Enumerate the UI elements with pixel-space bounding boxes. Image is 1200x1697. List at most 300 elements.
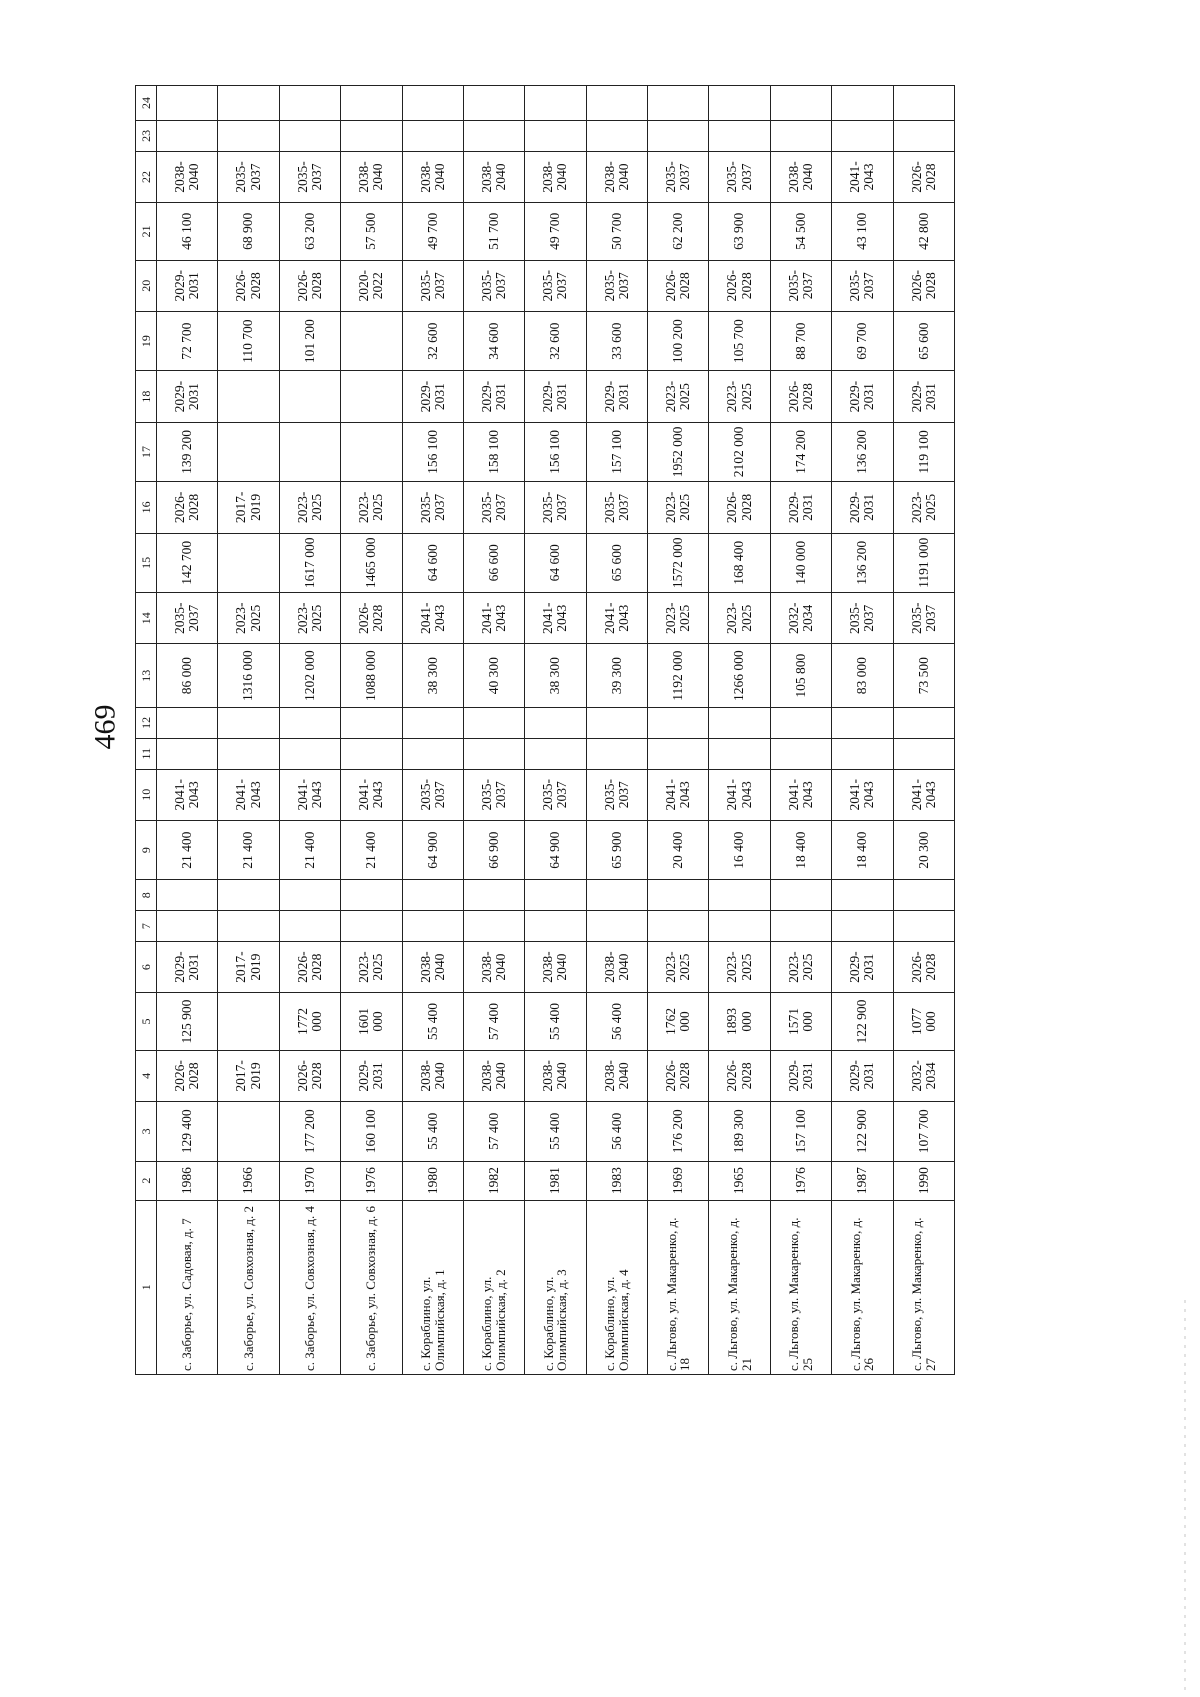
- table-cell: 2035-2037: [402, 482, 463, 533]
- table-cell: 56 400: [586, 993, 647, 1050]
- table-cell: [463, 911, 524, 942]
- table-cell: 2041-2043: [832, 769, 893, 820]
- table-cell: 1983: [586, 1161, 647, 1200]
- table-cell: 122 900: [832, 1102, 893, 1162]
- table-cell: 2017-2019: [218, 941, 279, 992]
- table-cell: 2038-2040: [770, 151, 831, 202]
- table-cell: 39 300: [586, 644, 647, 708]
- table-cell: 1601 000: [341, 993, 402, 1050]
- table-cell: 2038-2040: [586, 941, 647, 992]
- table-row: [463, 86, 524, 1375]
- table-cell: [893, 911, 955, 942]
- table-cell: 125 900: [157, 993, 218, 1050]
- table-row: [648, 86, 709, 1375]
- table-cell: 1202 000: [279, 644, 340, 708]
- table-cell: 68 900: [218, 203, 279, 260]
- table-cell: [279, 738, 340, 769]
- table-cell: 2023-2025: [279, 482, 340, 533]
- table-cell: 62 200: [648, 203, 709, 260]
- table-cell: 2035-2037: [586, 260, 647, 311]
- table-cell: [157, 708, 218, 739]
- table-cell: 2023-2025: [218, 593, 279, 644]
- table-cell: [770, 911, 831, 942]
- table-cell: 2029-2031: [832, 941, 893, 992]
- table-cell: 57 400: [463, 993, 524, 1050]
- table-cell: 2026-2028: [770, 371, 831, 422]
- table-cell: 2041-2043: [648, 769, 709, 820]
- table-cell: 2041-2043: [463, 593, 524, 644]
- table-cell: 2023-2025: [709, 371, 770, 422]
- table-cell: [279, 880, 340, 911]
- table-cell: [586, 738, 647, 769]
- table-cell: 2026-2028: [648, 1050, 709, 1101]
- table-cell: 2026-2028: [893, 151, 955, 202]
- table-cell: 177 200: [279, 1102, 340, 1162]
- table-cell: 2038-2040: [157, 151, 218, 202]
- table-cell: 136 200: [832, 422, 893, 482]
- table-cell: 38 300: [525, 644, 586, 708]
- table-cell: 2035-2037: [832, 260, 893, 311]
- table-row: [709, 86, 770, 1375]
- table-cell: 2026-2028: [709, 260, 770, 311]
- table-cell: 55 400: [402, 993, 463, 1050]
- column-number-cell: 19: [136, 311, 157, 371]
- table-cell: 2041-2043: [341, 769, 402, 820]
- table-cell: 119 100: [893, 422, 955, 482]
- table-cell: 42 800: [893, 203, 955, 260]
- table-cell: 32 600: [402, 311, 463, 371]
- table-cell: [893, 880, 955, 911]
- table-cell: [648, 708, 709, 739]
- address-cell: с. Заборье, ул. Совхозная, д. 6: [341, 1200, 402, 1374]
- table-cell: 2035-2037: [279, 151, 340, 202]
- table-row: [218, 86, 279, 1375]
- page-number: [70, 0, 140, 1697]
- table-cell: 2038-2040: [463, 1050, 524, 1101]
- table-cell: 156 100: [402, 422, 463, 482]
- table-cell: 43 100: [832, 203, 893, 260]
- table-cell: 139 200: [157, 422, 218, 482]
- table-cell: 2041-2043: [832, 151, 893, 202]
- table-cell: [832, 880, 893, 911]
- table-cell: 105 800: [770, 644, 831, 708]
- table-cell: 1088 000: [341, 644, 402, 708]
- table-cell: [832, 911, 893, 942]
- table-cell: [709, 708, 770, 739]
- table-cell: 2038-2040: [402, 151, 463, 202]
- table-cell: [157, 738, 218, 769]
- table-cell: 2029-2031: [586, 371, 647, 422]
- table-cell: [832, 708, 893, 739]
- table-cell: 1976: [341, 1161, 402, 1200]
- table-cell: 2038-2040: [402, 1050, 463, 1101]
- table-cell: 2041-2043: [402, 593, 463, 644]
- table-cell: [218, 993, 279, 1050]
- column-number-cell: 21: [136, 203, 157, 260]
- table-cell: 2038-2040: [402, 941, 463, 992]
- column-number-cell: 1: [136, 1200, 157, 1374]
- table-cell: 2017-2019: [218, 482, 279, 533]
- column-number-cell: 22: [136, 151, 157, 202]
- table-cell: 1465 000: [341, 533, 402, 593]
- table-cell: 176 200: [648, 1102, 709, 1162]
- table-cell: 63 900: [709, 203, 770, 260]
- column-number-cell: 23: [136, 121, 157, 152]
- table-row: [770, 86, 831, 1375]
- table-cell: 2041-2043: [586, 593, 647, 644]
- table-cell: 2029-2031: [832, 482, 893, 533]
- column-number-cell: 10: [136, 769, 157, 820]
- table-cell: 2026-2028: [893, 941, 955, 992]
- table-cell: [218, 422, 279, 482]
- table-cell: 56 400: [586, 1102, 647, 1162]
- table-cell: 105 700: [709, 311, 770, 371]
- table-row: [279, 86, 340, 1375]
- table-cell: 140 000: [770, 533, 831, 593]
- column-number-cell: 9: [136, 820, 157, 880]
- column-number-cell: 20: [136, 260, 157, 311]
- table-cell: 2023-2025: [279, 593, 340, 644]
- table-cell: 2035-2037: [648, 151, 709, 202]
- table-cell: 1969: [648, 1161, 709, 1200]
- column-number-cell: 15: [136, 533, 157, 593]
- table-cell: [157, 121, 218, 152]
- table-cell: 168 400: [709, 533, 770, 593]
- table-cell: [463, 880, 524, 911]
- table-cell: 2038-2040: [525, 941, 586, 992]
- table-cell: [586, 911, 647, 942]
- table-cell: [218, 911, 279, 942]
- table-cell: 2029-2031: [157, 260, 218, 311]
- table-cell: [770, 86, 831, 121]
- table-cell: [586, 708, 647, 739]
- table-cell: [218, 86, 279, 121]
- table-cell: 2035-2037: [157, 593, 218, 644]
- table-cell: [893, 121, 955, 152]
- table-cell: [463, 708, 524, 739]
- table-cell: 2023-2025: [893, 482, 955, 533]
- table-cell: [463, 738, 524, 769]
- table-cell: [586, 86, 647, 121]
- table-cell: 2017-2019: [218, 1050, 279, 1101]
- table-cell: 64 900: [402, 820, 463, 880]
- table-cell: 2038-2040: [586, 1050, 647, 1101]
- table-cell: [525, 880, 586, 911]
- table-cell: 2035-2037: [402, 260, 463, 311]
- table-cell: 2041-2043: [157, 769, 218, 820]
- address-cell: с. Кораблино, ул. Олимпийская, д. 3: [525, 1200, 586, 1374]
- table-cell: 20 400: [648, 820, 709, 880]
- table-cell: 2020-2022: [341, 260, 402, 311]
- table-cell: [341, 86, 402, 121]
- table-cell: 2026-2028: [709, 1050, 770, 1101]
- scan-edge-mark: [1184, 1300, 1186, 1690]
- table-cell: 2035-2037: [525, 260, 586, 311]
- table-cell: [893, 708, 955, 739]
- table-cell: 64 900: [525, 820, 586, 880]
- table-cell: 2038-2040: [525, 1050, 586, 1101]
- table-cell: 55 400: [525, 993, 586, 1050]
- table-cell: 2035-2037: [893, 593, 955, 644]
- column-number-cell: 6: [136, 941, 157, 992]
- address-cell: с. Заборье, ул. Садовая, д. 7: [157, 1200, 218, 1374]
- table-cell: 1893 000: [709, 993, 770, 1050]
- table-cell: 20 300: [893, 820, 955, 880]
- table-cell: 1986: [157, 1161, 218, 1200]
- table-cell: 63 200: [279, 203, 340, 260]
- column-number-cell: 17: [136, 422, 157, 482]
- column-number-cell: 4: [136, 1050, 157, 1101]
- table-cell: 2026-2028: [279, 260, 340, 311]
- table-cell: [832, 86, 893, 121]
- table-cell: [648, 121, 709, 152]
- rotated-table: [135, 85, 955, 1375]
- table-cell: 1970: [279, 1161, 340, 1200]
- table-cell: 2029-2031: [525, 371, 586, 422]
- table-cell: 2026-2028: [279, 941, 340, 992]
- table-cell: 66 600: [463, 533, 524, 593]
- table-cell: [341, 311, 402, 371]
- column-number-cell: 11: [136, 738, 157, 769]
- table-cell: 2029-2031: [770, 1050, 831, 1101]
- table-cell: 73 500: [893, 644, 955, 708]
- table-cell: [402, 121, 463, 152]
- table-cell: 2035-2037: [463, 482, 524, 533]
- column-number-cell: 14: [136, 593, 157, 644]
- table-cell: 189 300: [709, 1102, 770, 1162]
- table-cell: [525, 738, 586, 769]
- table-cell: [218, 121, 279, 152]
- column-number-cell: 18: [136, 371, 157, 422]
- table-cell: 2026-2028: [341, 593, 402, 644]
- table-cell: [648, 738, 709, 769]
- table-cell: [157, 880, 218, 911]
- table-row: [402, 86, 463, 1375]
- table-cell: 174 200: [770, 422, 831, 482]
- table-cell: 34 600: [463, 311, 524, 371]
- table-cell: 2102 000: [709, 422, 770, 482]
- table-cell: 83 000: [832, 644, 893, 708]
- table-cell: 57 500: [341, 203, 402, 260]
- table-cell: 21 400: [341, 820, 402, 880]
- table-cell: 38 300: [402, 644, 463, 708]
- table-cell: 50 700: [586, 203, 647, 260]
- table-cell: 49 700: [402, 203, 463, 260]
- table-cell: 2029-2031: [463, 371, 524, 422]
- table-cell: [586, 880, 647, 911]
- table-cell: 2023-2025: [341, 482, 402, 533]
- table-cell: [832, 121, 893, 152]
- table-cell: 2035-2037: [709, 151, 770, 202]
- address-cell: с. Кораблино, ул. Олимпийская, д. 4: [586, 1200, 647, 1374]
- table-cell: 2041-2043: [218, 769, 279, 820]
- table-cell: 2029-2031: [832, 1050, 893, 1101]
- table-cell: [709, 121, 770, 152]
- table-cell: [279, 121, 340, 152]
- column-number-cell: 13: [136, 644, 157, 708]
- table-cell: 2035-2037: [832, 593, 893, 644]
- table-cell: 2026-2028: [709, 482, 770, 533]
- table-cell: [279, 422, 340, 482]
- table-cell: 2029-2031: [832, 371, 893, 422]
- table-cell: 1987: [832, 1161, 893, 1200]
- table-cell: [648, 911, 709, 942]
- table-cell: 18 400: [770, 820, 831, 880]
- table-cell: 64 600: [402, 533, 463, 593]
- table-cell: [709, 880, 770, 911]
- table-cell: [341, 911, 402, 942]
- table-cell: 136 200: [832, 533, 893, 593]
- table-cell: 2032-2034: [770, 593, 831, 644]
- table-cell: [341, 708, 402, 739]
- table-cell: 51 700: [463, 203, 524, 260]
- table-cell: [709, 738, 770, 769]
- table-cell: 100 200: [648, 311, 709, 371]
- table-row: [157, 86, 218, 1375]
- table-cell: 2026-2028: [218, 260, 279, 311]
- table-cell: [648, 880, 709, 911]
- table-row: [832, 86, 893, 1375]
- table-cell: [709, 86, 770, 121]
- table-cell: [341, 880, 402, 911]
- column-number-cell: 12: [136, 708, 157, 739]
- table-cell: [648, 86, 709, 121]
- table-cell: 1952 000: [648, 422, 709, 482]
- column-number-row: [136, 86, 157, 1375]
- table-cell: 157 100: [770, 1102, 831, 1162]
- table-cell: 2023-2025: [648, 593, 709, 644]
- table-cell: [525, 708, 586, 739]
- table-cell: 2023-2025: [648, 941, 709, 992]
- table-cell: [341, 738, 402, 769]
- table-cell: [157, 911, 218, 942]
- table-cell: 1617 000: [279, 533, 340, 593]
- table-cell: [463, 86, 524, 121]
- column-number-cell: 2: [136, 1161, 157, 1200]
- table-cell: 2023-2025: [648, 482, 709, 533]
- table-cell: 122 900: [832, 993, 893, 1050]
- table-cell: [832, 738, 893, 769]
- table-cell: 2023-2025: [648, 371, 709, 422]
- table-cell: 2038-2040: [525, 151, 586, 202]
- table-cell: 21 400: [279, 820, 340, 880]
- table-cell: 2026-2028: [157, 1050, 218, 1101]
- table-cell: 2026-2028: [279, 1050, 340, 1101]
- table-row: [893, 86, 955, 1375]
- table-cell: 2029-2031: [402, 371, 463, 422]
- table-cell: 2041-2043: [279, 769, 340, 820]
- table-cell: 1990: [893, 1161, 955, 1200]
- table-cell: 1077 000: [893, 993, 955, 1050]
- table-cell: [279, 86, 340, 121]
- table-cell: [402, 708, 463, 739]
- table-cell: 142 700: [157, 533, 218, 593]
- table-cell: 21 400: [157, 820, 218, 880]
- table-cell: [893, 86, 955, 121]
- address-cell: с. Льгово, ул. Макаренко, д. 26: [832, 1200, 893, 1374]
- table-cell: 2038-2040: [463, 151, 524, 202]
- column-number-cell: 3: [136, 1102, 157, 1162]
- table-cell: 129 400: [157, 1102, 218, 1162]
- table-cell: 54 500: [770, 203, 831, 260]
- table-cell: 158 100: [463, 422, 524, 482]
- table-cell: [341, 371, 402, 422]
- table-cell: 2023-2025: [770, 941, 831, 992]
- table-cell: 2023-2025: [341, 941, 402, 992]
- column-number-cell: 16: [136, 482, 157, 533]
- table-cell: 156 100: [525, 422, 586, 482]
- page-number-text: 469: [88, 704, 121, 750]
- table-cell: 101 200: [279, 311, 340, 371]
- housing-repair-table: [135, 85, 955, 1375]
- table-cell: 2035-2037: [402, 769, 463, 820]
- table-cell: 32 600: [525, 311, 586, 371]
- table-row: [525, 86, 586, 1375]
- table-cell: 86 000: [157, 644, 218, 708]
- column-number-cell: 24: [136, 86, 157, 121]
- table-cell: 2041-2043: [525, 593, 586, 644]
- table-cell: [402, 738, 463, 769]
- table-cell: 1572 000: [648, 533, 709, 593]
- address-cell: с. Кораблино, ул. Олимпийская, д. 1: [402, 1200, 463, 1374]
- table-cell: [770, 121, 831, 152]
- table-cell: 2041-2043: [709, 769, 770, 820]
- table-cell: 2029-2031: [157, 371, 218, 422]
- table-row: [586, 86, 647, 1375]
- table-cell: [709, 911, 770, 942]
- table-cell: 2023-2025: [709, 593, 770, 644]
- table-cell: 2035-2037: [463, 260, 524, 311]
- table-cell: 2035-2037: [525, 482, 586, 533]
- table-cell: [770, 738, 831, 769]
- table-body: [136, 86, 955, 1375]
- table-cell: 2038-2040: [463, 941, 524, 992]
- table-cell: 88 700: [770, 311, 831, 371]
- column-number-cell: 7: [136, 911, 157, 942]
- table-cell: 157 100: [586, 422, 647, 482]
- table-cell: 66 900: [463, 820, 524, 880]
- table-cell: 55 400: [402, 1102, 463, 1162]
- table-cell: 2038-2040: [586, 151, 647, 202]
- address-cell: с. Заборье, ул. Совхозная, д. 2: [218, 1200, 279, 1374]
- table-cell: 2035-2037: [525, 769, 586, 820]
- table-cell: 2035-2037: [586, 769, 647, 820]
- table-cell: [341, 121, 402, 152]
- table-cell: [279, 371, 340, 422]
- table-cell: 2041-2043: [893, 769, 955, 820]
- table-cell: 40 300: [463, 644, 524, 708]
- table-cell: 33 600: [586, 311, 647, 371]
- address-cell: с. Льгово, ул. Макаренко, д. 18: [648, 1200, 709, 1374]
- address-cell: с. Льгово, ул. Макаренко, д. 21: [709, 1200, 770, 1374]
- table-cell: 65 600: [586, 533, 647, 593]
- table-cell: 2029-2031: [157, 941, 218, 992]
- table-cell: [218, 371, 279, 422]
- table-cell: 2026-2028: [648, 260, 709, 311]
- table-cell: 2026-2028: [893, 260, 955, 311]
- table-cell: [279, 708, 340, 739]
- table-cell: 1191 000: [893, 533, 955, 593]
- table-cell: [586, 121, 647, 152]
- table-cell: 1966: [218, 1161, 279, 1200]
- table-cell: [218, 533, 279, 593]
- table-cell: 160 100: [341, 1102, 402, 1162]
- table-cell: 2035-2037: [586, 482, 647, 533]
- table-cell: 2035-2037: [218, 151, 279, 202]
- table-cell: 2041-2043: [770, 769, 831, 820]
- table-cell: [218, 738, 279, 769]
- table-cell: [770, 708, 831, 739]
